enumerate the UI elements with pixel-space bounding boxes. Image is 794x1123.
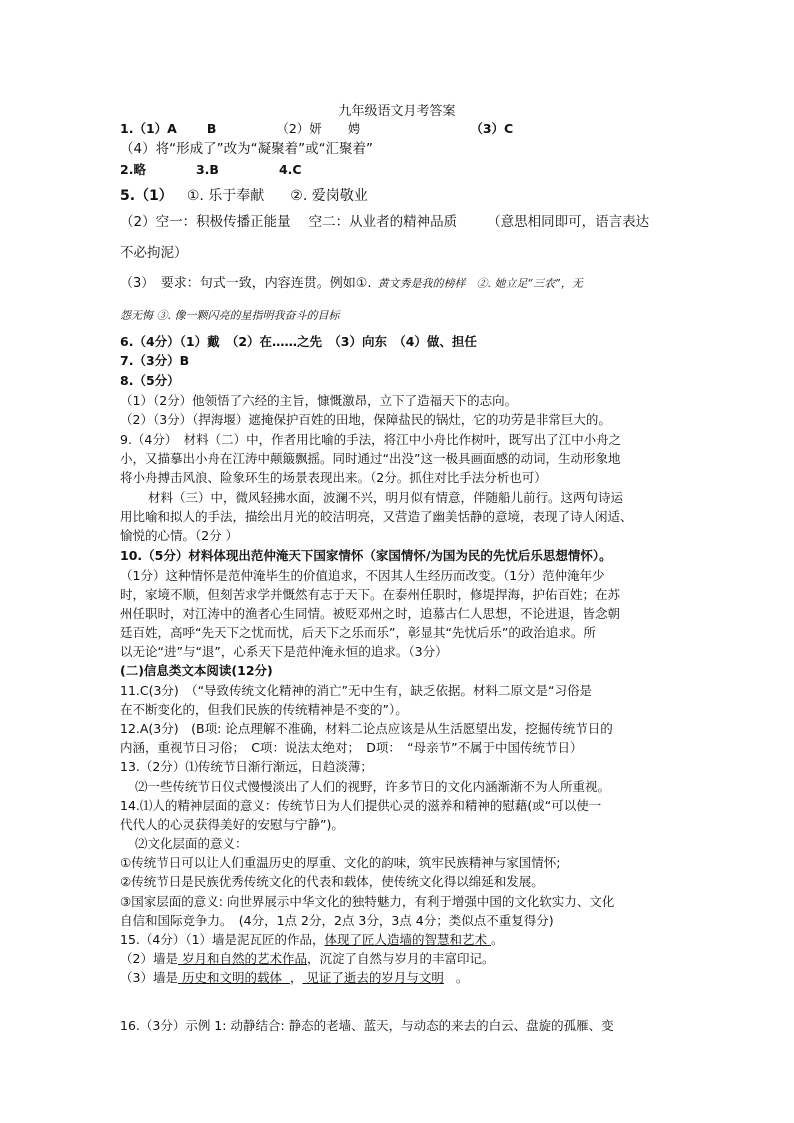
line-q1: [120, 120, 513, 138]
q15-b-blank: 岁月和自然的艺术作品: [181, 951, 307, 966]
q5-2-blank1: （2）空一：积极传播正能量: [120, 214, 291, 230]
q5-2-blank2: 空二：从业者的精神品质: [308, 214, 458, 230]
q15-a-lead: 15.（4分）（1）墙是泥瓦匠的作品，: [120, 932, 325, 947]
line-q10-b: （1分）这种情怀是范仲淹毕生的价值追求，不因其人生经历而改变。（1分）范仲淹年少: [120, 568, 605, 583]
line-q5-2-cont: 不必拘泥）: [120, 245, 188, 261]
line-q15-c: [120, 969, 468, 987]
q15-c-blank1: 历史和文明的载体: [181, 970, 282, 985]
line-q9-f: 愉悦的心情。（2分 ）: [120, 528, 239, 543]
q15-b-lead: （2）墙是: [120, 951, 178, 966]
line-q10-d: 州任职时，对江涛中的渔者心生同情。被贬邓州之时，追慕古仁人思想，不论进退，皆念朝: [120, 606, 621, 621]
q1-part1: 1.（1）A: [120, 121, 177, 136]
line-q10-e: 廷百姓，高呼“先天下之忧而忧，后天下之乐而乐”，彰显其“先忧后乐”的政治追求。所: [120, 625, 596, 640]
line-q12-a: 12.A(3分) (B项: 论点理解不准确，材料二论点应该是从生活愿望出发，挖掘传统节日的: [120, 721, 613, 736]
page-title: 九年级语文月考答案: [338, 104, 456, 119]
q1-part2b: 娉: [347, 121, 361, 136]
q1-part1b: B: [206, 121, 217, 136]
line-q13-b: ⑵一些传统节日仪式慢慢淡出了人们的视野，许多节日的文化内涵渐渐不为人所重视。: [135, 779, 611, 794]
q15-b-rest: ，沉淀了自然与岁月的丰富印记。: [306, 951, 495, 966]
q15-a-end: 。: [491, 932, 504, 947]
q5-3-req: （3） 要求：句式一致，内容连贯。例如①.: [120, 276, 372, 291]
line-q9-a: 9.（4分） 材料（二）中，作者用比喻的手法，将江中小舟比作树叶，既写出了江中小舟之: [120, 432, 622, 447]
q5-2-note: （意思相同即可，语言表达: [487, 214, 650, 230]
line-q9-e: 用比喻和拟人的手法，描绘出月光的皎洁明亮，又营造了幽美恬静的意境，表现了诗人闲适、: [120, 509, 633, 524]
line-q14-c: ⑵文化层面的意义：: [135, 836, 248, 851]
line-q12-b: 内涵，重视节日习俗； C项：说法太绝对； D项： “母亲节”不属于中国传统节日）: [120, 740, 583, 755]
line-q16: 16.（3分）示例 1: 动静结合: 静态的老墙、蓝天，与动态的来去的白云、盘旋的孤雁、变: [120, 1018, 614, 1033]
q15-c-lead: （3）墙是: [120, 970, 178, 985]
line-q8: 8.（5分）: [120, 373, 180, 388]
line-q5-2: [120, 213, 649, 231]
line-q14-b: 代代人的心灵获得美好的安慰与宁静”)。: [120, 817, 344, 832]
line-q14-e: ②传统节日是民族优秀传统文化的代表和载体，使传统文化得以绵延和发展。: [120, 874, 544, 889]
line-q5-3-cont: 怨无悔 ③. 像一颗闪亮的星指明我奋斗的目标: [120, 309, 340, 322]
q5-answer-2: ②. 爱岗敬业: [290, 188, 368, 204]
line-q2-4: [120, 161, 302, 179]
line-q5-1: [120, 187, 368, 205]
line-q14-d: ①传统节日可以让人们重温历史的厚重、文化的韵味，筑牢民族精神与家国情怀;: [120, 855, 561, 870]
q15-c-blank2: 见证了逝去的岁月与文明: [306, 970, 444, 985]
line-q8-1: （1）（2分）他领悟了六经的主旨，慷慨激昂，立下了造福天下的志向。: [120, 393, 518, 408]
line-q9-d: 材料（三）中，微风轻拂水面，波澜不兴，明月似有情意，伴随船儿前行。这两句诗运: [148, 490, 624, 505]
line-q8-2: （2）（3分）（捍海堰）遮掩保护百姓的田地，保障盐民的锅灶，它的功劳是非常巨大的。: [120, 412, 611, 427]
q15-a-blank: 体现了匠人造墙的智慧和艺术: [324, 932, 488, 947]
line-q14-a: 14.⑴人的精神层面的意义：传统节日为人们提供心灵的滋养和精神的慰藉(或“可以使一: [120, 798, 602, 813]
section-heading: (二)信息类文本阅读(12分): [120, 663, 273, 678]
line-q10-a: 10.（5分）材料体现出范仲淹天下国家情怀（家国情怀/为国为民的先忧后乐思想情怀）。: [120, 548, 612, 563]
q15-c-end: 。: [455, 970, 469, 985]
line-q9-c: 将小舟搏击风浪、险象环生的场景表现出来。（2分。抓住对比手法分析也可）: [120, 470, 547, 485]
line-q1-4: （4）将“形成了”改为“凝聚着”或“汇聚着”: [120, 141, 374, 157]
line-q6: 6.（4分）（1）戴 （2）在……之先 （3）向东 （4）做、担任: [120, 334, 477, 349]
q3: 3.B: [195, 162, 219, 177]
line-q13-a: 13.（2分）⑴传统节日渐行渐远，日趋淡薄；: [120, 759, 373, 774]
line-q14-g: 自信和国际竞争力。 (4分，1点 2分，2点 3分，3点 4分；类似点不重复得分): [120, 913, 554, 928]
line-q11-a: 11.C(3分) （“导致传统文化精神的消亡”无中生有，缺乏依据。材料二原文是“习俗是: [120, 683, 592, 698]
line-q10-f: 以无论“进”与“退”，心系天下是范仲淹永恒的追求。（3分）: [120, 644, 448, 659]
q4: 4.C: [278, 162, 302, 177]
line-q14-f: ③国家层面的意义: 向世界展示中华文化的独特魅力，有利于增强中国的文化软实力、文化: [120, 894, 615, 909]
q1-part3: （3）C: [470, 121, 514, 136]
line-q5-3: [120, 275, 583, 293]
line-q11-b: 在不断变化的，但我们民族的传统精神是不变的”）。: [120, 702, 408, 717]
q5-label: 5.（1）: [120, 188, 173, 204]
q2: 2.略: [120, 162, 146, 177]
line-q10-c: 时，家境不顺，但刻苦求学并慨然有志于天下。在泰州任职时，修堤捍海，护佑百姓；在苏: [120, 587, 621, 602]
q5-3-example: 黄文秀是我的榜样 ②. 她立足“三农”，无: [377, 277, 583, 290]
line-q15-b: [120, 950, 494, 968]
line-q9-b: 小，又描摹出小舟在江涛中颠簸飘摇。同时通过“出没”这一极具画面感的动词，生动形象地: [120, 451, 621, 466]
q5-answer-1: ①. 乐于奉献: [186, 188, 265, 204]
q1-part2: （2）妍: [276, 121, 322, 136]
q15-c-comma: ，: [289, 970, 303, 985]
line-q15-a: [120, 931, 504, 949]
line-q7: 7.（3分）B: [120, 353, 190, 368]
